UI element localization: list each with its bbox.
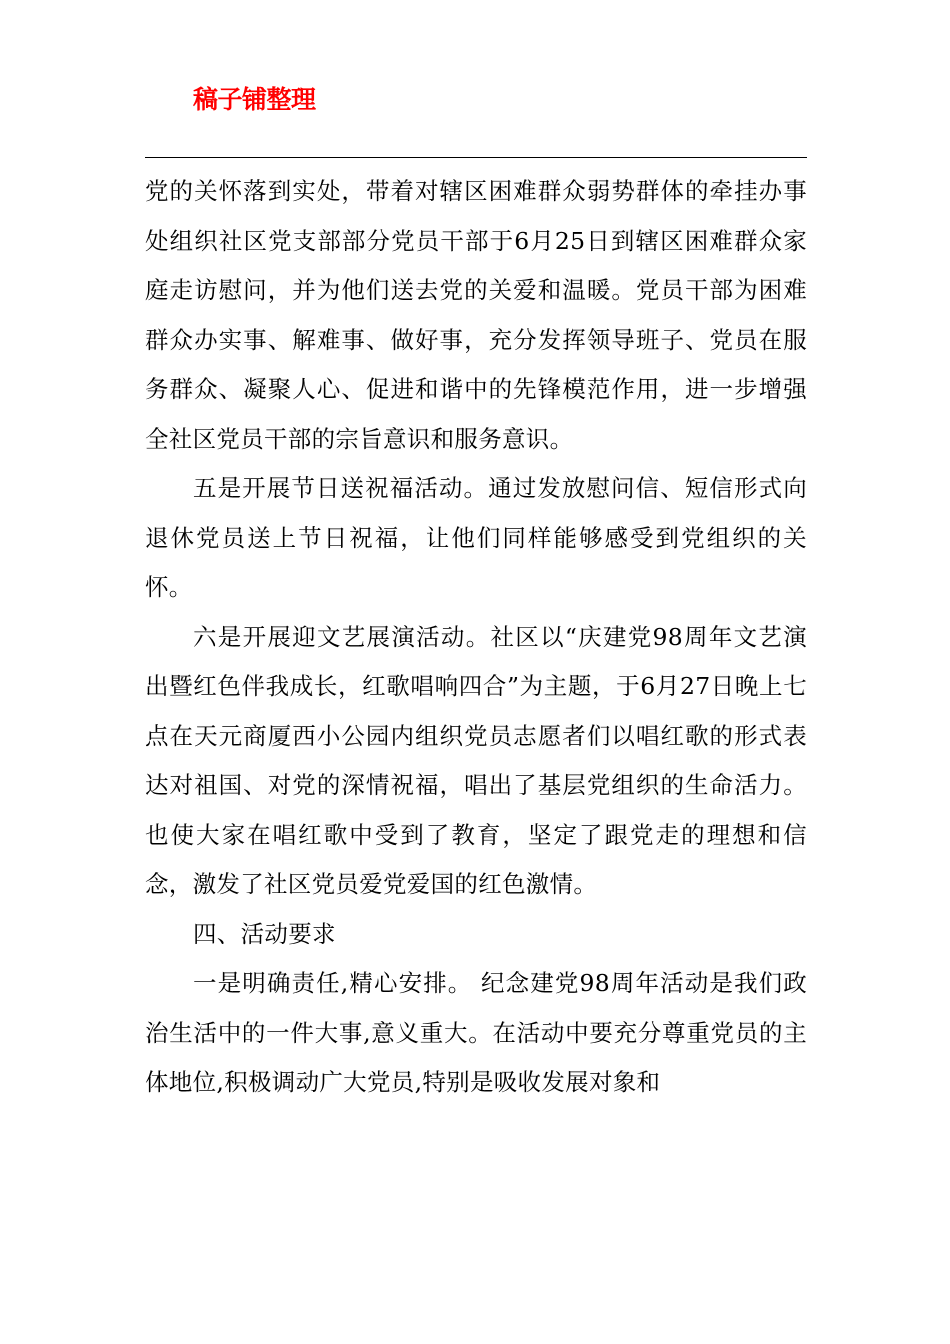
header-divider — [145, 157, 807, 158]
document-body — [145, 167, 807, 1108]
paragraph-holiday-greetings: 五是开展节日送祝福活动。通过发放慰问信、短信形式向退休党员送上节日祝福，让他们同样能够感受到党组织的关怀。 — [145, 474, 807, 601]
paragraph-responsibilities: 一是明确责任,精心安排。 纪念建党98周年活动是我们政治生活中的一件大事,意义重大。在活动中要充分尊重党员的主体地位,积极调动广大党员,特别是吸收发展对象和 — [145, 969, 807, 1096]
header-title: 稿子铺整理 — [193, 85, 316, 114]
section-heading-requirements: 四、活动要求 — [193, 919, 336, 948]
paragraph-care-visits: 党的关怀落到实处，带着对辖区困难群众弱势群体的牵挂办事处组织社区党支部部分党员干部于6月25日到辖区困难群众家庭走访慰问，并为他们送去党的关爱和温暖。党员干部为困难群众办实事、解难事、做好事，充分发挥领导班子、党员在服务群众、凝聚人心、促进和谐中的先锋模范作用，进一步增强全社区党员干部的宗旨意识和服务意识。 — [145, 177, 807, 453]
paragraph-art-performance: 六是开展迎文艺展演活动。社区以“庆建党98周年文艺演出暨红色伴我成长，红歌唱响四合”为主题，于6月27日晚上七点在天元商厦西小公园内组织党员志愿者们以唱红歌的形式表达对祖国、对党的深情祝福，唱出了基层党组织的生命活力。也使大家在唱红歌中受到了教育，坚定了跟党走的理想和信念，激发了社区党员爱党爱国的红色激情。 — [145, 622, 807, 898]
